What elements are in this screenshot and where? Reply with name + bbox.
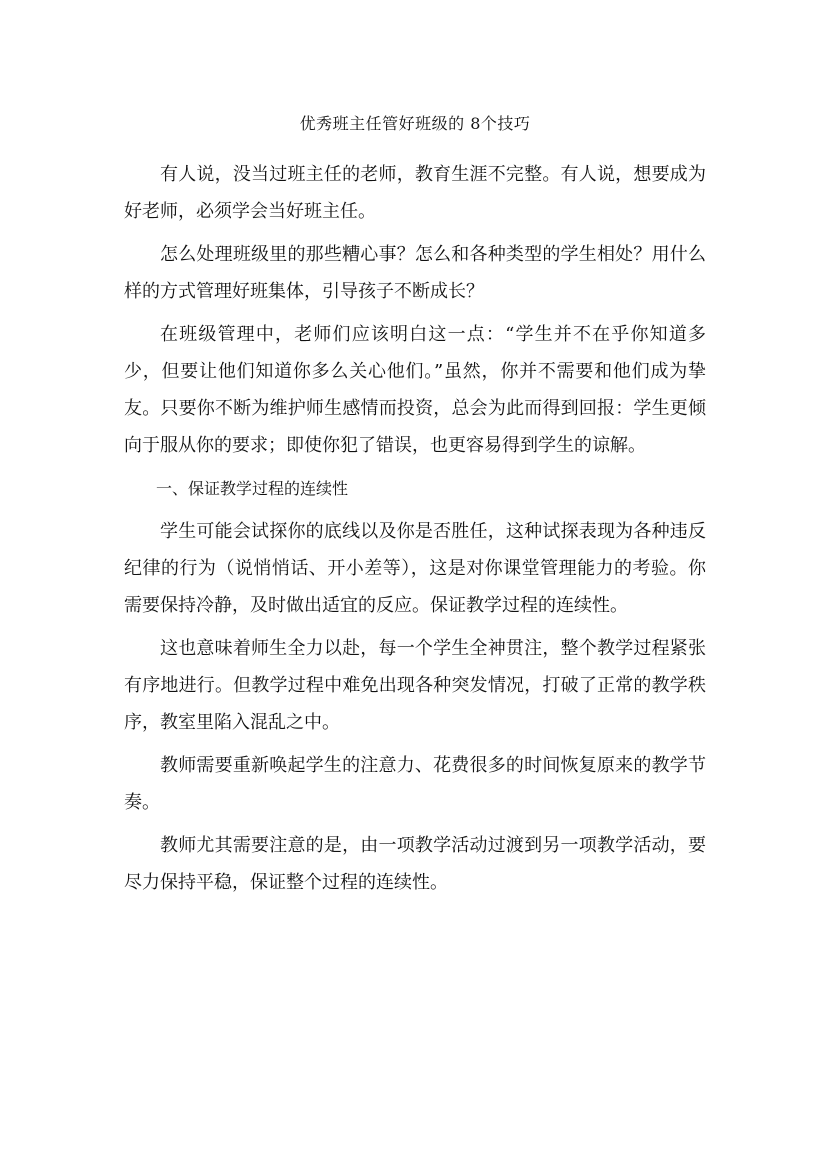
paragraph-section-1-2: 这也意味着师生全力以赴，每一个学生全神贯注，整个教学过程紧张有序地进行。但教学过程中难免出现各种突发情况，打破了正常的教学秩序，教室里陷入混乱之中。 xyxy=(124,638,706,733)
paragraph-section-1-1: 学生可能会试探你的底线以及你是否胜任，这种试探表现为各种违反纪律的行为（说悄悄话、开小差等），这是对你课堂管理能力的考验。你需要保持冷静，及时做出适宜的反应。保证教学过程的连续性。 xyxy=(124,521,706,616)
section-heading-1: 一、保证教学过程的连续性 xyxy=(156,479,349,498)
paragraph-section-1-4: 教师尤其需要注意的是，由一项教学活动过渡到另一项教学活动，要尽力保持平稳，保证整个过程的连续性。 xyxy=(124,835,706,893)
paragraph-intro-1: 有人说，没当过班主任的老师，教育生涯不完整。有人说，想要成为好老师，必须学会当好班主任。 xyxy=(124,164,706,222)
document-body xyxy=(124,104,706,907)
paragraph-intro-2: 怎么处理班级里的那些糟心事？怎么和各种类型的学生相处？用什么样的方式管理好班集体，引导孩子不断成长？ xyxy=(124,244,706,302)
document-title: 优秀班主任管好班级的 8个技巧 xyxy=(299,114,531,133)
paragraph-section-1-3: 教师需要重新唤起学生的注意力、花费很多的时间恢复原来的教学节奏。 xyxy=(124,755,706,813)
paragraph-intro-3: 在班级管理中，老师们应该明白这一点：“学生并不在乎你知道多少，但要让他们知道你多么关心他们。”虽然，你并不需要和他们成为挚友。只要你不断为维护师生感情而投资，总会为此而得到回报：学生更倾向于服从你的要求；即使你犯了错误，也更容易得到学生的谅解。 xyxy=(124,324,706,456)
